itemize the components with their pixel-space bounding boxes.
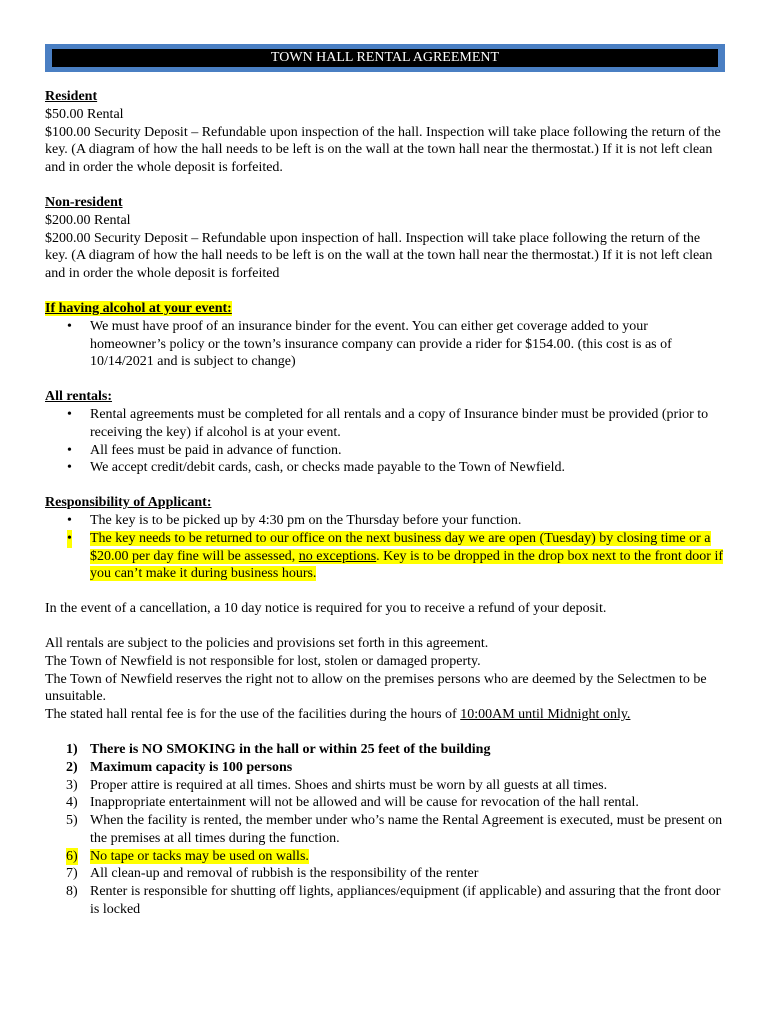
bullet-icon: • xyxy=(67,406,72,422)
no-exceptions-text: no exceptions xyxy=(298,548,377,564)
list-item-text: Rental agreements must be completed for all rentals and a copy of Insurance binder must be provided (prior to receiving the key) if alcohol is at your event. xyxy=(90,406,709,440)
list-item xyxy=(45,848,725,866)
list-item xyxy=(45,530,725,583)
document-title: TOWN HALL RENTAL AGREEMENT xyxy=(52,49,718,67)
key-return-text xyxy=(90,531,723,582)
list-item-text: No tape or tacks may be used on walls. xyxy=(90,848,309,864)
responsibility-list xyxy=(45,512,725,583)
list-item xyxy=(45,406,725,442)
list-item xyxy=(45,512,725,530)
rules-list xyxy=(45,741,725,919)
key-return-text-a: The key needs to be returned to our office on the next business day we are open (Tuesday) by closing time or a $20.00 per day fine will be assessed, xyxy=(90,530,711,564)
resident-deposit: $100.00 Security Deposit – Refundable upon inspection of the hall. Inspection will take place following the return of the key. (A diagram of how the hall needs to be left is on the wall at the town hall near the thermostat.) If it is not left clean and in order the whole deposit is forfeited. xyxy=(45,124,721,176)
policy-line: All rentals are subject to the policies and provisions set forth in this agreement. xyxy=(45,635,489,651)
bullet-icon: • xyxy=(67,512,72,528)
bullet-icon: • xyxy=(67,530,72,546)
list-item xyxy=(45,442,725,460)
key-return-text-c: . Key is to be dropped in the drop box next to the front door if you can’t make it during business hours. xyxy=(90,548,723,582)
list-number: 3) xyxy=(66,777,78,793)
nonresident-section xyxy=(45,194,725,283)
all-rentals-heading: All rentals: xyxy=(45,389,113,405)
list-item-text: Proper attire is required at all times. Shoes and shirts must be worn by all guests at all times. xyxy=(90,777,608,793)
alcohol-section xyxy=(45,300,725,371)
list-item xyxy=(45,865,725,883)
policy-line: The Town of Newfield is not responsible for lost, stolen or damaged property. xyxy=(45,653,481,669)
list-item-text: We accept credit/debit cards, cash, or checks made payable to the Town of Newfield. xyxy=(90,460,565,476)
list-item xyxy=(45,459,725,477)
alcohol-list xyxy=(45,318,725,371)
list-item-text: When the facility is rented, the member under who’s name the Rental Agreement is executed, must be present on the premises at all times during the function. xyxy=(90,813,723,846)
list-item-text: All fees must be paid in advance of function. xyxy=(90,442,342,458)
list-item xyxy=(45,794,725,812)
bullet-icon: • xyxy=(67,318,72,334)
title-bar xyxy=(45,44,725,72)
list-item xyxy=(45,777,725,795)
policy-line: The Town of Newfield reserves the right not to allow on the premises persons who are deemed by the Selectmen to be unsuitable. xyxy=(45,671,707,705)
policies-section xyxy=(45,635,725,724)
list-item xyxy=(45,883,725,919)
list-item-text: All clean-up and removal of rubbish is the responsibility of the renter xyxy=(90,866,479,882)
bullet-icon: • xyxy=(67,442,72,458)
nonresident-rental: $200.00 Rental xyxy=(45,212,131,228)
list-item-text: Renter is responsible for shutting off lights, appliances/equipment (if applicable) and assuring that the front door is locked xyxy=(90,884,721,918)
nonresident-heading: Non-resident xyxy=(45,194,123,210)
responsibility-section xyxy=(45,494,725,583)
list-item-text: The key is to be picked up by 4:30 pm on the Thursday before your function. xyxy=(90,512,522,528)
policy-line xyxy=(45,706,725,724)
list-item-text: There is NO SMOKING in the hall or within 25 feet of the building xyxy=(90,741,491,757)
alcohol-heading: If having alcohol at your event: xyxy=(45,300,232,316)
resident-heading: Resident xyxy=(45,89,98,104)
document-page xyxy=(45,44,725,919)
bullet-icon: • xyxy=(67,460,72,476)
list-item xyxy=(45,759,725,777)
nonresident-deposit: $200.00 Security Deposit – Refundable upon inspection of hall. Inspection will take place following the return of the key. (A diagram of how the hall needs to be left is on the wall at the town hall near the thermostat.) If it is not left clean and in order the whole deposit is forfeited xyxy=(45,230,713,282)
list-item-text: Inappropriate entertainment will not be allowed and will be cause for revocation of the hall rental. xyxy=(90,795,639,811)
responsibility-heading: Responsibility of Applicant: xyxy=(45,495,212,511)
list-item-text: We must have proof of an insurance binder for the event. You can either get coverage added to your homeowner’s policy or the town’s insurance company can provide a rider for $154.00. (this cost is as of 10/14/2021 and is subject to change) xyxy=(90,318,672,370)
list-number: 6) xyxy=(66,848,78,864)
list-number: 8) xyxy=(66,884,78,900)
policy-hours-underlined: 10:00AM until Midnight only. xyxy=(460,707,631,723)
all-rentals-section xyxy=(45,388,725,477)
list-number: 7) xyxy=(66,866,78,882)
policy-hours-text: The stated hall rental fee is for the use of the facilities during the hours of xyxy=(45,707,461,723)
list-item xyxy=(45,318,725,371)
list-item xyxy=(45,812,725,848)
list-number: 4) xyxy=(66,795,78,811)
resident-section xyxy=(45,88,725,177)
list-number: 1) xyxy=(66,741,78,757)
list-number: 2) xyxy=(66,759,78,775)
list-item-text: Maximum capacity is 100 persons xyxy=(90,759,293,775)
all-rentals-list xyxy=(45,406,725,477)
cancellation-text: In the event of a cancellation, a 10 day notice is required for you to receive a refund of your deposit. xyxy=(45,601,607,617)
resident-rental: $50.00 Rental xyxy=(45,106,124,122)
list-number: 5) xyxy=(66,813,78,829)
list-item xyxy=(45,741,725,759)
